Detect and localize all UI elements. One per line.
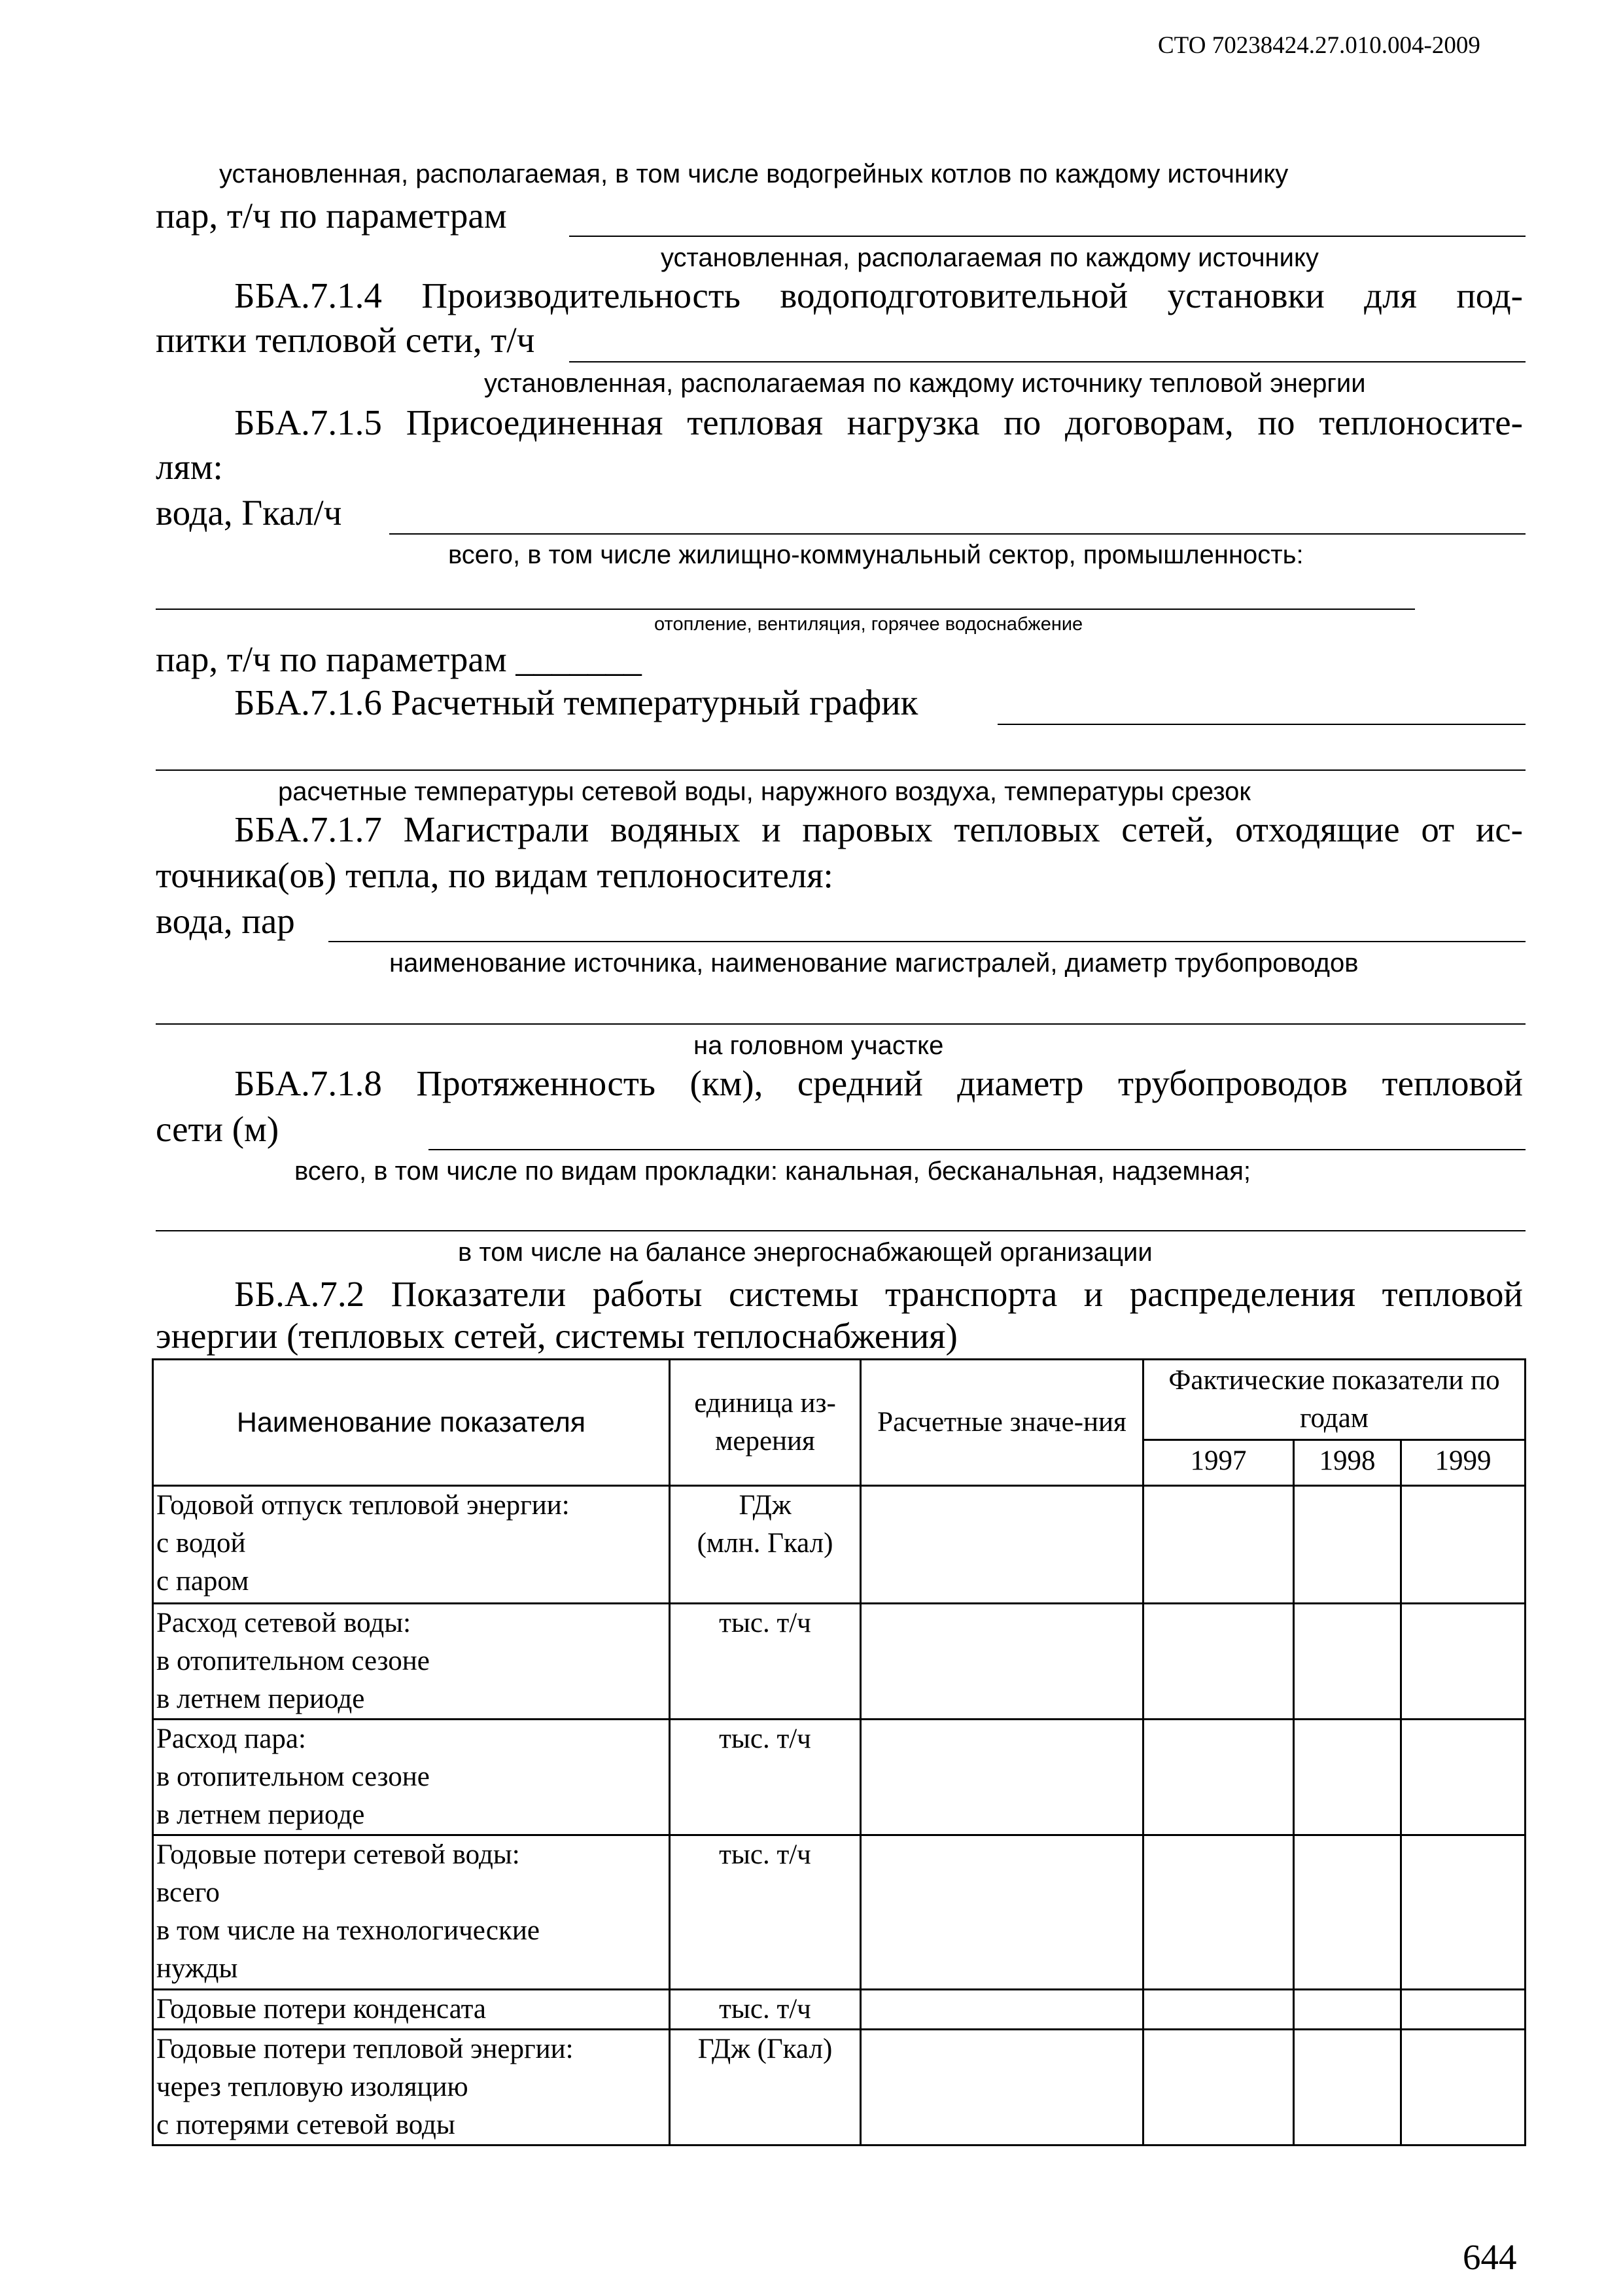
cell-1997 xyxy=(1143,2030,1294,2146)
table-row xyxy=(153,1604,1526,1720)
paragraph-7-1-8-cont: сети (м) xyxy=(156,1109,279,1149)
cell-calculated xyxy=(861,1720,1143,1835)
steam-params-2: пар, т/ч по параметрам _______ xyxy=(156,639,642,679)
paragraph-7-1-5: ББА.7.1.5 Присоединенная тепловая нагрузка по договорам, по теплоносите- xyxy=(234,402,1523,442)
table-row xyxy=(153,1990,1526,2030)
row-name: Расход сетевой воды: в отопительном сезоне в летнем периоде xyxy=(153,1604,670,1720)
fill-line xyxy=(389,533,1526,535)
cell-1999 xyxy=(1401,1486,1526,1604)
header-unit: единица из-мерения xyxy=(670,1360,861,1486)
cell-1999 xyxy=(1401,1835,1526,1990)
row-unit: ГДж (Гкал) xyxy=(670,2030,861,2146)
caption-installed-available-boilers: установленная, располагаемая, в том числе водогрейных котлов по каждому источнику xyxy=(219,160,1289,188)
cell-1999 xyxy=(1401,1990,1526,2030)
table-header-row xyxy=(153,1360,1526,1440)
caption-head-section: на головном участке xyxy=(693,1031,944,1060)
fill-line xyxy=(328,941,1526,942)
cell-1998 xyxy=(1294,1604,1401,1720)
fill-line xyxy=(998,724,1526,725)
table-row xyxy=(153,1720,1526,1835)
paragraph-7-2-cont: энергии (тепловых сетей, системы теплоснабжения) xyxy=(156,1316,958,1356)
cell-1997 xyxy=(1143,1486,1294,1604)
indicators-table xyxy=(152,1358,1526,2146)
cell-1999 xyxy=(1401,2030,1526,2146)
cell-1999 xyxy=(1401,1604,1526,1720)
cell-calculated xyxy=(861,2030,1143,2146)
fill-line xyxy=(428,1149,1526,1150)
cell-1998 xyxy=(1294,2030,1401,2146)
paragraph-7-1-4: ББА.7.1.4 Производительность водоподготовительной установки для под- xyxy=(234,275,1523,315)
page-number: 644 xyxy=(1463,2237,1517,2277)
cell-1997 xyxy=(1143,1835,1294,1990)
cell-1998 xyxy=(1294,1990,1401,2030)
steam-params-label: пар, т/ч по параметрам xyxy=(156,196,507,236)
row-unit: тыс. т/ч xyxy=(670,1990,861,2030)
caption-installed-available: установленная, располагаемая по каждому источнику xyxy=(661,243,1319,272)
cell-1997 xyxy=(1143,1990,1294,2030)
fill-line xyxy=(156,1023,1526,1025)
row-name: Годовые потери сетевой воды: всего в том числе на технологические нужды xyxy=(153,1835,670,1990)
paragraph-7-1-7: ББА.7.1.7 Магистрали водяных и паровых тепловых сетей, отходящие от ис- xyxy=(234,809,1523,849)
row-unit: ГДж (млн. Гкал) xyxy=(670,1486,861,1604)
caption-laying-types: всего, в том числе по видам прокладки: канальная, бесканальная, надземная; xyxy=(294,1157,1251,1186)
cell-calculated xyxy=(861,1486,1143,1604)
header-year-1997: 1997 xyxy=(1143,1440,1294,1486)
header-actual: Фактические показатели по годам xyxy=(1143,1360,1526,1440)
header-indicator-name: Наименование показателя xyxy=(153,1360,670,1486)
row-unit: тыс. т/ч xyxy=(670,1604,861,1720)
paragraph-7-1-4-cont: питки тепловой сети, т/ч xyxy=(156,320,535,360)
water-steam-label: вода, пар xyxy=(156,901,295,941)
caption-per-source: установленная, располагаемая по каждому источнику тепловой энергии xyxy=(484,369,1366,398)
cell-1998 xyxy=(1294,1835,1401,1990)
table-row xyxy=(153,2030,1526,2146)
cell-1998 xyxy=(1294,1720,1401,1835)
row-name: Годовые потери тепловой энергии: через тепловую изоляцию с потерями сетевой воды xyxy=(153,2030,670,2146)
caption-temperatures: расчетные температуры сетевой воды, наружного воздуха, температуры срезок xyxy=(278,777,1251,806)
table-row xyxy=(153,1835,1526,1990)
water-load-label: вода, Гкал/ч xyxy=(156,493,342,533)
document-code: СТО 70238424.27.010.004-2009 xyxy=(1158,32,1480,59)
paragraph-7-1-6: ББА.7.1.6 Расчетный температурный график xyxy=(234,682,918,722)
row-name: Расход пара: в отопительном сезоне в летнем периоде xyxy=(153,1720,670,1835)
caption-balance: в том числе на балансе энергоснабжающей организации xyxy=(458,1238,1153,1267)
caption-source-mains: наименование источника, наименование магистралей, диаметр трубопроводов xyxy=(389,949,1359,978)
cell-calculated xyxy=(861,1604,1143,1720)
header-year-1999: 1999 xyxy=(1401,1440,1526,1486)
fill-line xyxy=(156,769,1526,771)
caption-heating-ventilation: отопление, вентиляция, горячее водоснабжение xyxy=(654,614,1083,635)
paragraph-7-1-5-cont: лям: xyxy=(156,447,223,487)
row-unit: тыс. т/ч xyxy=(670,1720,861,1835)
cell-1997 xyxy=(1143,1720,1294,1835)
row-name: Годовые потери конденсата xyxy=(153,1990,670,2030)
fill-line xyxy=(156,609,1415,610)
cell-1997 xyxy=(1143,1604,1294,1720)
cell-1998 xyxy=(1294,1486,1401,1604)
caption-total-sectors: всего, в том числе жилищно-коммунальный сектор, промышленность: xyxy=(448,540,1304,569)
fill-line xyxy=(569,236,1526,237)
fill-line xyxy=(156,1230,1526,1231)
header-year-1998: 1998 xyxy=(1294,1440,1401,1486)
row-name: Годовой отпуск тепловой энергии: с водой с паром xyxy=(153,1486,670,1604)
cell-calculated xyxy=(861,1835,1143,1990)
paragraph-7-1-8: ББА.7.1.8 Протяженность (км), средний диаметр трубопроводов тепловой xyxy=(234,1063,1523,1103)
paragraph-7-2: ББ.А.7.2 Показатели работы системы транспорта и распределения тепловой xyxy=(234,1274,1523,1314)
row-unit: тыс. т/ч xyxy=(670,1835,861,1990)
paragraph-7-1-7-cont: точника(ов) тепла, по видам теплоносителя: xyxy=(156,855,833,895)
header-calculated: Расчетные значе-ния xyxy=(861,1360,1143,1486)
table-row xyxy=(153,1486,1526,1604)
fill-line xyxy=(569,361,1526,362)
cell-1999 xyxy=(1401,1720,1526,1835)
cell-calculated xyxy=(861,1990,1143,2030)
